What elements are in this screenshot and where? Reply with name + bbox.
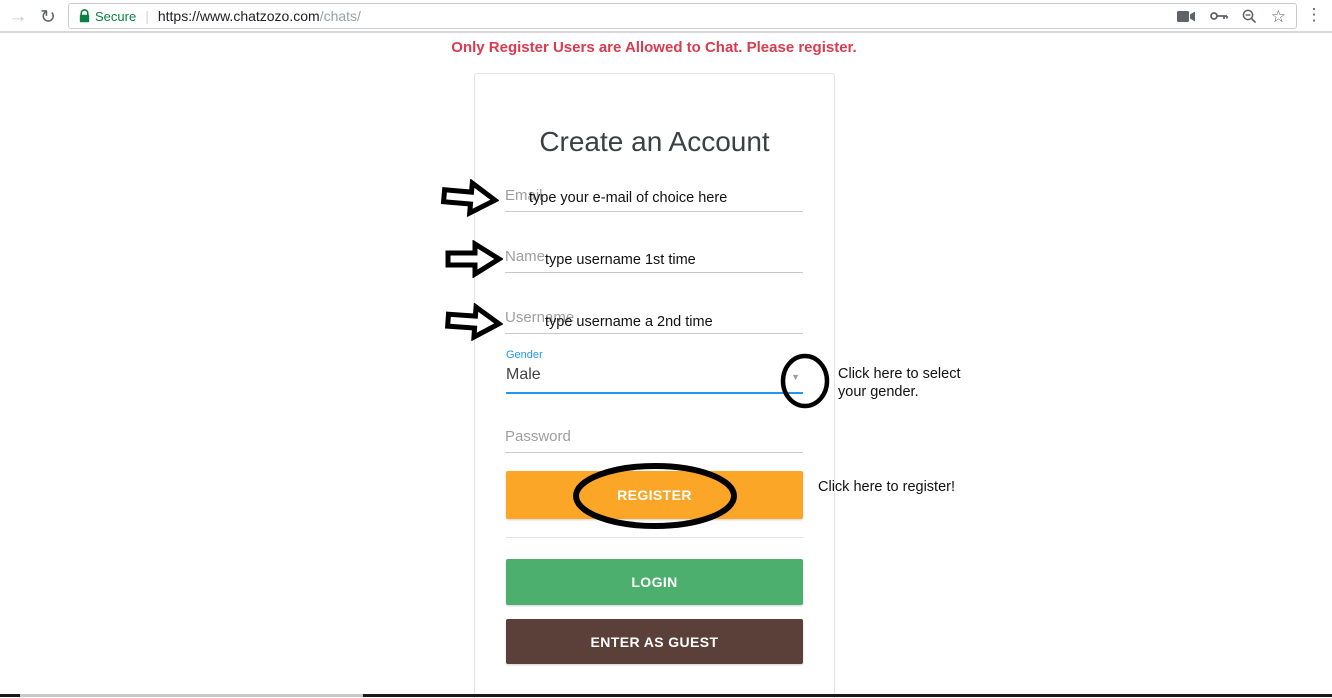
secure-indicator[interactable] bbox=[79, 9, 136, 24]
url-path: /chats/ bbox=[319, 8, 361, 24]
bottom-bar-segment bbox=[20, 694, 363, 697]
username-field[interactable] bbox=[505, 307, 803, 334]
password-field[interactable] bbox=[505, 426, 803, 453]
secure-label: Secure bbox=[95, 8, 137, 24]
register-card bbox=[474, 73, 835, 698]
browser-toolbar bbox=[0, 0, 1332, 33]
zoom-out-icon[interactable] bbox=[1242, 9, 1257, 24]
register-annotation-note: Click here to register! bbox=[818, 479, 955, 495]
lock-icon bbox=[79, 9, 90, 23]
address-separator: | bbox=[145, 8, 149, 24]
register-warning-banner: Only Register Users are Allowed to Chat. Please register. bbox=[451, 39, 857, 56]
key-icon[interactable] bbox=[1210, 10, 1228, 22]
login-button[interactable]: LOGIN bbox=[506, 559, 803, 605]
forward-icon[interactable]: → bbox=[8, 6, 28, 27]
bookmark-star-icon[interactable]: ☆ bbox=[1270, 6, 1286, 26]
email-field[interactable] bbox=[505, 186, 803, 212]
browser-menu-icon[interactable]: ⋮ bbox=[1305, 5, 1323, 24]
username-annotation-note: type username a 2nd time bbox=[545, 314, 713, 330]
enter-as-guest-button[interactable]: ENTER AS GUEST bbox=[506, 619, 803, 664]
camera-icon[interactable] bbox=[1177, 10, 1196, 23]
name-field[interactable] bbox=[505, 247, 803, 273]
gender-select[interactable] bbox=[506, 366, 803, 394]
divider bbox=[506, 537, 803, 538]
address-bar[interactable] bbox=[68, 3, 1297, 29]
url-host: https://www.chatzozo.com bbox=[157, 8, 320, 24]
name-annotation-note: type username 1st time bbox=[545, 252, 696, 268]
gender-value: Male bbox=[506, 366, 541, 383]
email-annotation-note: type your e-mail of choice here bbox=[529, 190, 728, 206]
chevron-down-icon[interactable]: ▼ bbox=[791, 372, 800, 382]
gender-label: Gender bbox=[506, 349, 543, 361]
url-text[interactable] bbox=[158, 8, 361, 24]
reload-icon[interactable]: ↻ bbox=[40, 6, 56, 28]
register-button[interactable]: REGISTER bbox=[506, 471, 803, 519]
page-title: Create an Account bbox=[539, 126, 770, 157]
gender-annotation-note: Click here to select your gender. bbox=[838, 366, 961, 401]
